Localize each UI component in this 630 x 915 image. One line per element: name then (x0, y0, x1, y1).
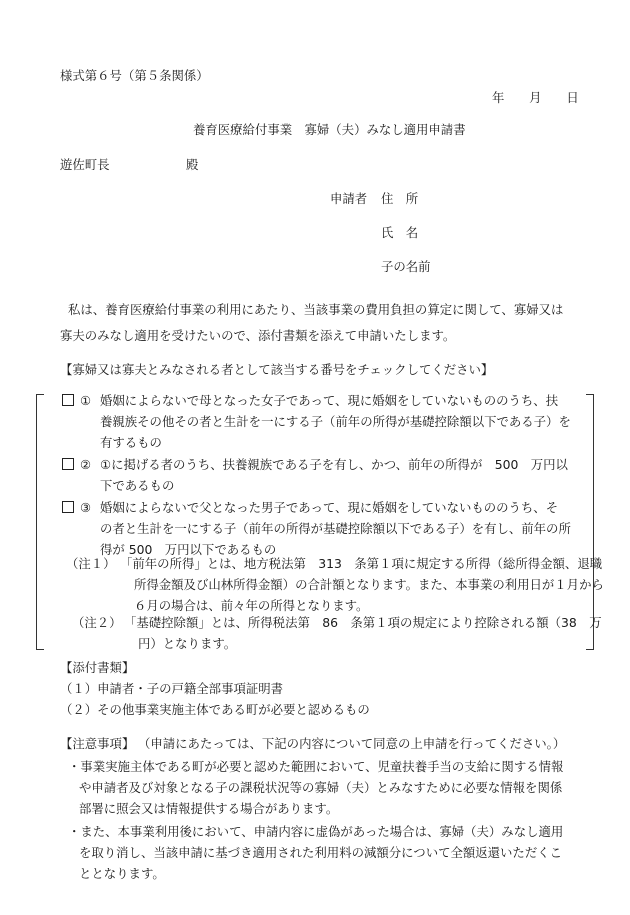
form-number: 様式第６号（第５条関係） (60, 68, 209, 83)
note-2-label: （注２） (72, 615, 122, 630)
attachment-item: （２）その他事業実施主体である町が必要と認めるもの (60, 702, 370, 717)
bracket-left (36, 394, 44, 650)
caution-1-line: や申請者及び対象となる子の課税状況等の寡婦（夫）とみなすために必要な情報を関係 (79, 780, 563, 795)
name-label: 氏 名 (381, 225, 419, 240)
attachments-heading: 【添付書類】 (60, 660, 135, 675)
option-2-line: ①に掲げる者のうち、扶養親族である子を有し、かつ、前年の所得が 500 万円以 (100, 457, 568, 472)
note-1-line: 「前年の所得」とは、地方税法第 313 条第１項に規定する所得（総所得金額、退職 (120, 556, 603, 571)
caution-item-2 (68, 821, 563, 884)
date-line: 年 月 日 (492, 90, 579, 105)
option-3-line: 婚姻によらないで父となった男子であって、現に婚姻をしていないもののうち、そ (100, 500, 559, 515)
note-1-text (120, 553, 604, 616)
check-heading: 【寡婦又は寡夫とみなされる者として該当する番号をチェックしてください】 (60, 362, 494, 377)
option-1-number: ① (80, 393, 92, 408)
caution-1-line: 部署に照会又は情報提供する場合があります。 (79, 801, 339, 816)
note-1-label: （注１） (66, 556, 116, 571)
option-1-line: 養親族その他その者と生計を一にする子（前年の所得が基礎控除額以下である子）を (100, 414, 571, 429)
option-2-line: 下であるもの (100, 478, 175, 493)
checkbox-option-1[interactable] (62, 394, 74, 406)
note-2-line: 「基礎控除額」とは、所得税法第 86 条第１項の規定により控除される額（38 万 (124, 615, 602, 630)
cautions-heading-note: （申請にあたっては、下記の内容について同意の上申請を行ってください。） (138, 736, 566, 751)
intro-line-1: 私は、養育医療給付事業の利用にあたり、当該事業の費用負担の算定に関して、寡婦又は (68, 302, 564, 317)
page-title: 養育医療給付事業 寡婦（夫）みなし適用申請書 (193, 122, 466, 137)
caution-2-line: を取り消し、当該申請に基づき適用された利用料の減額分について全額返還いただくこ (79, 845, 562, 860)
option-3-text (100, 497, 571, 560)
option-3-line: 得が 500 万円以下であるもの (100, 542, 277, 557)
applicant-label: 申請者 (330, 191, 368, 206)
note-1-line: ６月の場合は、前々年の所得となります。 (134, 598, 369, 613)
checkbox-option-2[interactable] (62, 458, 74, 470)
note-2-line: 円）となります。 (138, 636, 237, 651)
attachment-item: （１）申請者・子の戸籍全部事項証明書 (60, 681, 284, 696)
option-1-line: 婚姻によらないで母となった女子であって、現に婚姻をしていないもののうち、扶 (100, 393, 559, 408)
caution-1-line: ・事業実施主体である町が必要と認めた範囲において、児童扶養手当の支給に関する情報 (68, 759, 564, 774)
option-3-line: の者と生計を一にする子（前年の所得が基礎控除額以下である子）を有し、前年の所 (100, 521, 571, 536)
cautions-heading: 【注意事項】 (60, 736, 135, 751)
option-3-number: ③ (80, 500, 92, 515)
option-1 (62, 390, 91, 411)
note-2-text (124, 612, 602, 654)
caution-2-line: ととなります。 (79, 866, 165, 881)
option-3 (62, 497, 91, 518)
option-2 (62, 454, 91, 475)
address-label: 住 所 (381, 191, 419, 206)
caution-2-line: ・また、本事業利用後において、申請内容に虚偽があった場合は、寡婦（夫）みなし適用 (68, 824, 564, 839)
child-name-label: 子の名前 (381, 259, 431, 274)
checkbox-option-3[interactable] (62, 501, 74, 513)
caution-item-1 (68, 756, 563, 819)
option-2-number: ② (80, 457, 92, 472)
option-2-text (100, 454, 568, 496)
intro-line-2: 寡夫のみなし適用を受けたいので、添付書類を添えて申請いたします。 (60, 328, 456, 343)
option-1-text (100, 390, 571, 453)
honorific: 殿 (186, 157, 199, 172)
addressee: 遊佐町長 (60, 157, 110, 172)
note-1-line: 所得金額及び山林所得金額）の合計額となります。また、本事業の利用日が１月から (134, 577, 604, 592)
option-1-line: 有するもの (100, 435, 162, 450)
